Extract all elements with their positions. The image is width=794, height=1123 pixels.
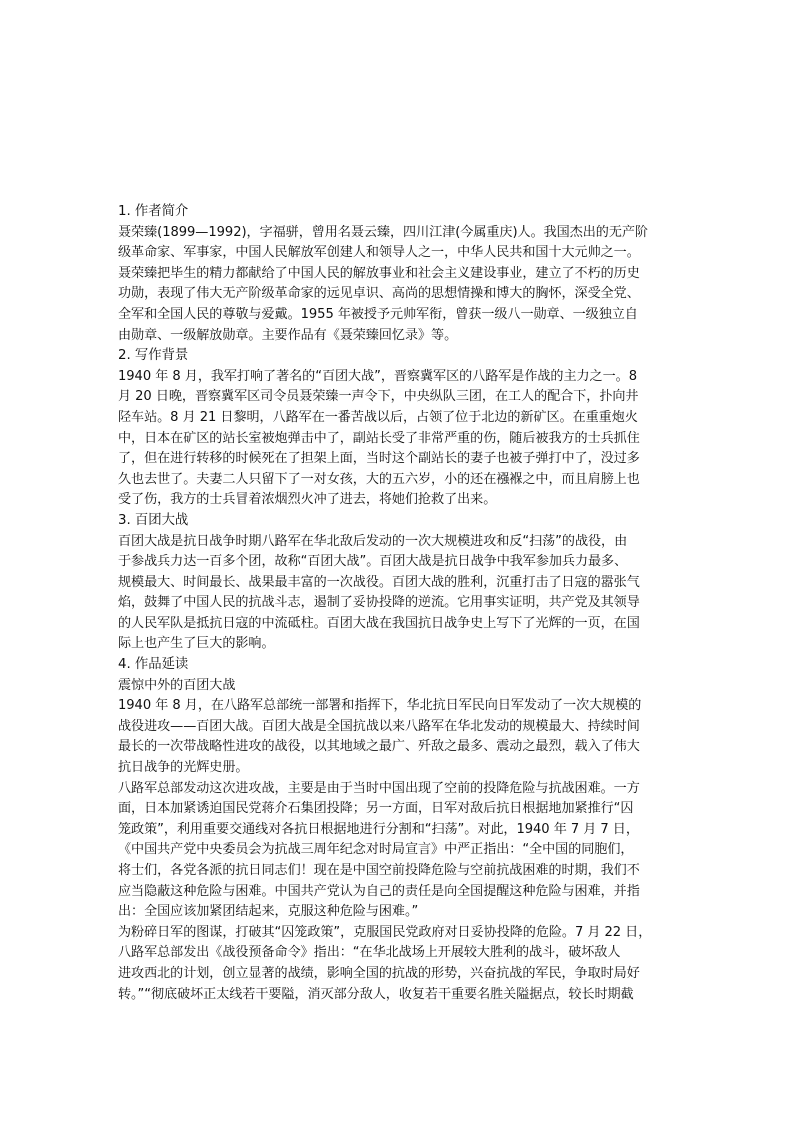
paragraph-line: 规模最大、时间最长、战果最丰富的一次战役。百团大战的胜利，沉重打击了日寇的嚣张气 [118, 574, 640, 590]
paragraph-line: 由勋章、一级解放勋章。主要作品有《聂荣臻回忆录》等。 [118, 327, 458, 343]
paragraph-line: 出：全国应该加紧团结起来，克服这种危险与困难。” [118, 904, 419, 920]
paragraph-line: 百团大战是抗日战争时期八路军在华北敌后发动的一次大规模进攻和反“扫荡”的战役，由 [118, 533, 628, 549]
section-heading-background: 2. 写作背景 [118, 348, 189, 364]
paragraph-line: 际上也产生了巨大的影响。 [118, 636, 275, 652]
paragraph-line: 将士们，各党各派的抗日同志们！现在是中国空前投降危险与空前抗战困难的时期，我们不 [118, 863, 640, 878]
paragraph-line: 功勋，表现了伟大无产阶级革命家的远见卓识、高尚的思想情操和博大的胸怀，深受全党、 [118, 286, 640, 302]
paragraph-line: 月 20 日晚，晋察冀军区司令员聂荣臻一声令下，中央纵队三团，在工人的配合下，扑向井 [118, 389, 639, 405]
paragraph-line: 八路军总部发动这次进攻战，主要是由于当时中国出现了空前的投降危险与抗战困难。一方 [118, 780, 640, 796]
paragraph-line: 进攻西北的计划，创立显著的战绩，影响全国的抗战的形势，兴奋抗战的军民，争取时局好 [118, 965, 640, 981]
section-heading-hundred-regiments: 3. 百团大战 [118, 512, 189, 528]
paragraph-line: 陉车站。8 月 21 日黎明，八路军在一番苦战以后，占领了位于北边的新矿区。在重重炮火 [118, 409, 638, 425]
paragraph-line: 转。”“彻底破坏正太线若干要隘，消灭部分敌人，收复若干重要名胜关隘据点，较长时期截 [118, 986, 634, 1002]
paragraph-line: 于参战兵力达一百多个团，故称“百团大战”。百团大战是抗日战争中我军参加兵力最多、 [118, 554, 628, 570]
paragraph-line: 面，日本加紧诱迫国民党蒋介石集团投降；另一方面，日军对敌后抗日根据地加紧推行“囚 [118, 801, 634, 817]
paragraph-line: 八路军总部发出《战役预备命令》指出：“在华北战场上开展较大胜利的战斗，破坏敌人 [118, 945, 621, 961]
paragraph-line: 《中国共产党中央委员会为抗战三周年纪念对时局宣言》中严正指出：“全中国的同胞们， [118, 842, 634, 858]
section-heading-extended-reading: 4. 作品延读 [118, 657, 189, 673]
paragraph-line: 笼政策”，利用重要交通线对各抗日根据地进行分割和“扫荡”。对此，1940 年 7 月 7 日， [118, 821, 639, 837]
paragraph-line: 聂荣臻(1899—1992)，字福骈，曾用名聂云臻，四川江津(今属重庆)人。我国杰出的无产阶 [118, 224, 648, 240]
article-title: 震惊中外的百团大战 [118, 677, 236, 693]
document-body [118, 202, 683, 1005]
paragraph-line: 战役进攻——百团大战。百团大战是全国抗战以来八路军在华北发动的规模最大、持续时间 [118, 718, 640, 734]
section-heading-author: 1. 作者简介 [118, 204, 189, 219]
paragraph-line: 聂荣臻把毕生的精力都献给了中国人民的解放事业和社会主义建设事业，建立了不朽的历史 [118, 265, 640, 281]
paragraph-line: 1940 年 8 月，我军打响了著名的“百团大战”，晋察冀军区的八路军是作战的主力之一。8 [118, 368, 637, 384]
paragraph-line: 抗日战争的光辉史册。 [118, 760, 249, 776]
paragraph-line: 最长的一次带战略性进攻的战役，以其地域之最广、歼敌之最多、震动之最烈，载入了伟大 [118, 739, 640, 755]
paragraph-line: 中，日本在矿区的站长室被炮弹击中了，副站长受了非常严重的伤，随后被我方的士兵抓住 [118, 430, 640, 446]
paragraph-line: 全军和全国人民的尊敬与爱戴。1955 年被授予元帅军衔，曾获一级八一勋章、一级独立自 [118, 306, 638, 322]
paragraph-line: 焰，鼓舞了中国人民的抗战斗志，遏制了妥协投降的逆流。它用事实证明，共产党及其领导 [118, 595, 640, 611]
paragraph-line: 受了伤，我方的士兵冒着浓烟烈火冲了进去，将她们抢救了出来。 [118, 492, 497, 508]
paragraph-line: 的人民军队是抵抗日寇的中流砥柱。百团大战在我国抗日战争史上写下了光辉的一页，在国 [118, 615, 640, 631]
paragraph-line: 久也去世了。夫妻二人只留下了一对女孩，大的五六岁，小的还在襁褓之中，而且肩膀上也 [118, 471, 640, 487]
paragraph-line: 1940 年 8 月，在八路军总部统一部署和指挥下，华北抗日军民向日军发动了一次大规模的 [118, 698, 642, 714]
paragraph-line: 为粉碎日军的图谋，打破其“囚笼政策”，克服国民党政府对日妥协投降的危险。7 月 22 日， [118, 924, 652, 940]
paragraph-line: 应当隐蔽这种危险与困难。中国共产党认为自己的责任是向全国提醒这种危险与困难，并指 [118, 883, 640, 899]
paragraph-line: 级革命家、军事家，中国人民解放军创建人和领导人之一，中华人民共和国十大元帅之一。 [118, 245, 640, 261]
paragraph-line: 了，但在进行转移的时候死在了担架上面，当时这个副站长的妻子也被子弹打中了，没过多 [118, 451, 640, 467]
